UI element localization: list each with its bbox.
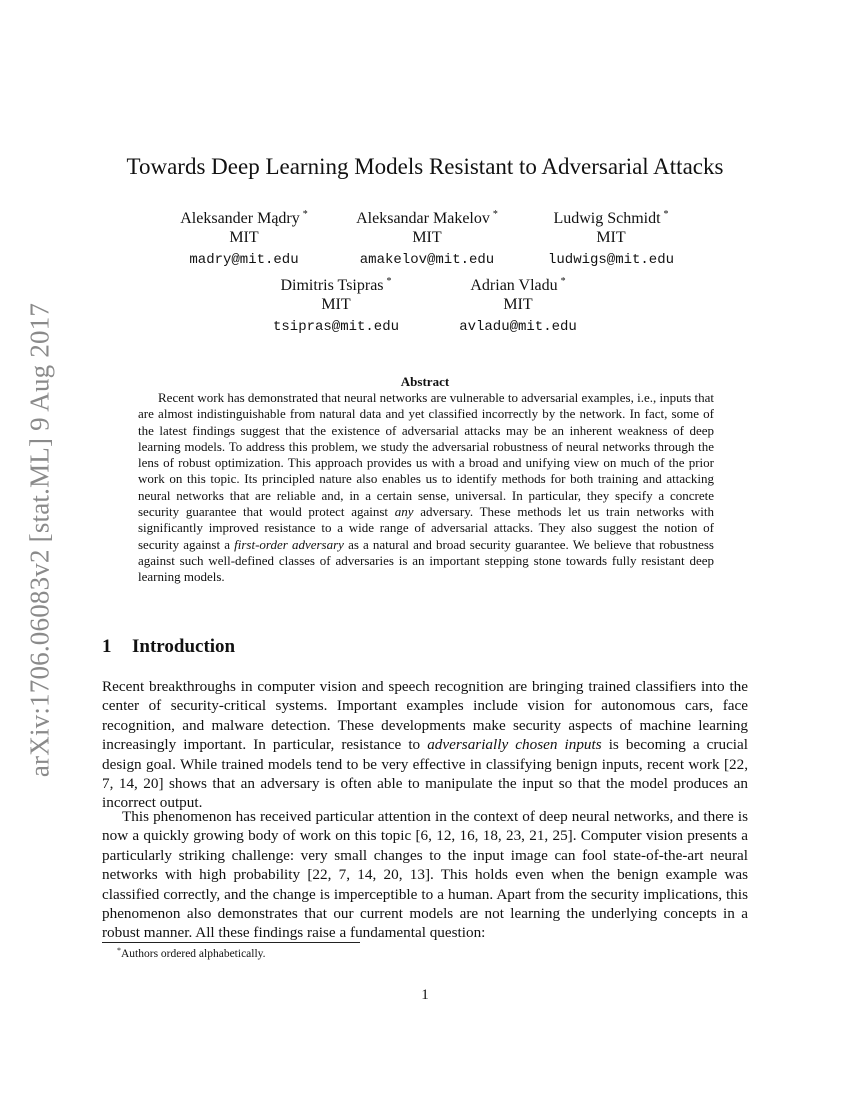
author-block: [236, 272, 436, 337]
paragraph-text: Recent breakthroughs in computer vision and speech recognition are bringing trained classifiers into the center of security-critical systems. Important examples include vision for autonomous cars, face recognition, and malware detection. These developments make security aspects of machine learning increasingly important. In particular, resistance to: [102, 678, 748, 754]
footnote-text: Authors ordered alphabetically.: [121, 948, 266, 960]
abstract-emphasis: any: [394, 504, 414, 520]
intro-paragraph: This phenomenon has received particular attention in the context of deep neural networks, and there is now a quickly growing body of work on this topic [6, 12, 16, 18, 23, 21, 25]. Computer vision presents a particularly striking challenge: very small changes to the input image can fool state-of-the-art neural networks with high probability [22, 7, 14, 20, 13]. This holds even when the benign example was classified correctly, and the change is imperceptible to a human. Apart from the security implications, this phenomenon also demonstrates that our current models are not learning the underlying concepts in a robust manner. All these findings raise a fundamental question:: [102, 808, 748, 942]
page-number: 1: [421, 987, 429, 1003]
paragraph-emphasis: adversarially chosen inputs: [427, 736, 602, 754]
author-email[interactable]: ludwigs@mit.edu: [547, 252, 675, 268]
author-affiliation: MIT: [503, 296, 533, 313]
author-affiliation: MIT: [412, 229, 442, 246]
arxiv-stamp: [20, 290, 60, 790]
abstract-heading: Abstract: [400, 374, 450, 389]
footnote: [117, 946, 266, 960]
section-title: Introduction: [132, 636, 236, 657]
author-name: Aleksander Mądry: [180, 210, 300, 227]
abstract-body: [138, 390, 714, 586]
author-marker: *: [302, 209, 308, 220]
author-email[interactable]: amakelov@mit.edu: [359, 252, 495, 268]
author-email[interactable]: tsipras@mit.edu: [272, 319, 400, 335]
author-name: Adrian Vladu: [470, 277, 558, 294]
author-email[interactable]: avladu@mit.edu: [459, 319, 577, 335]
abstract-emphasis: first-order adversary: [234, 536, 344, 552]
abstract-text: adversary. These methods let us train networks with significantly improved resistance to a wide range of adversarial attacks. They also suggest the notion of security against a: [138, 504, 714, 552]
author-block: [418, 272, 618, 337]
abstract-text: as a natural and broad security guarantee. We believe that robustness against such well-defined classes of adversaries is an important stepping stone towards fully resistant deep learning models.: [138, 536, 714, 585]
arxiv-stamp-text: arXiv:1706.06083v2 [stat.ML] 9 Aug 2017: [24, 302, 55, 778]
paragraph-text: is becoming a crucial design goal. While trained models tend to be very effective in classifying benign inputs, recent work [22, 7, 14, 20] shows that an adversary is often able to manipulate the input so that the model produces an incorrect output.: [102, 736, 748, 812]
intro-paragraph: [102, 677, 748, 813]
author-name: Dimitris Tsipras: [280, 277, 384, 294]
author-block: [511, 205, 711, 270]
author-block: [144, 205, 344, 270]
author-affiliation: MIT: [229, 229, 259, 246]
section-heading: [102, 636, 235, 658]
author-affiliation: MIT: [321, 296, 351, 313]
paper-title: Towards Deep Learning Models Resistant to Adversarial Attacks: [126, 154, 724, 179]
author-marker: *: [560, 276, 566, 287]
author-marker: *: [386, 276, 392, 287]
author-marker: *: [663, 209, 669, 220]
abstract-text: Recent work has demonstrated that neural networks are vulnerable to adversarial examples, i.e., inputs that are almost indistinguishable from natural data and yet classified incorrectly by the network. In fact, some of the latest findings suggest that the existence of adversarial attacks may be an inherent weakness of deep learning models. To address this problem, we study the adversarial robustness of neural networks through the lens of robust optimization. This approach provides us with a broad and unifying view on much of the prior work on this topic. Its principled nature also enables us to identify methods for both training and attacking neural networks that are reliable and, in a certain sense, universal. In particular, they specify a concrete security guarantee that would protect against: [138, 390, 714, 520]
author-email[interactable]: madry@mit.edu: [189, 252, 299, 268]
author-marker: *: [492, 209, 498, 220]
author-name: Ludwig Schmidt: [553, 210, 661, 227]
author-name: Aleksandar Makelov: [356, 210, 490, 227]
footnote-rule: [102, 942, 360, 943]
author-block: [327, 205, 527, 270]
footnote-marker: *: [117, 946, 121, 955]
author-affiliation: MIT: [596, 229, 626, 246]
section-number: 1: [102, 636, 112, 657]
